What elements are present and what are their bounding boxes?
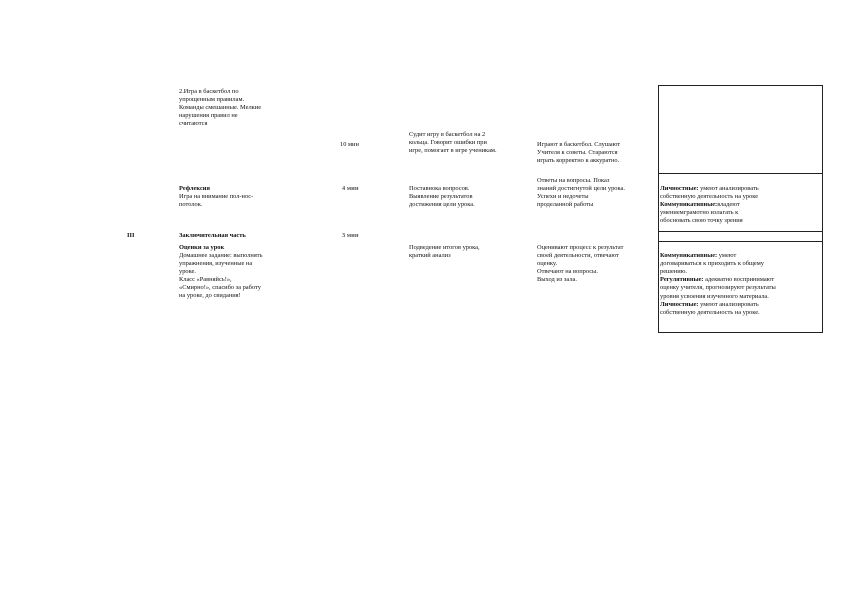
final-uud <box>660 244 822 317</box>
final-grades-title: Оценки за урок <box>179 244 225 251</box>
final-activity: Домашнее задание: выполнять упражнения, изученные на уроке. Класс «Равняйсь!», «Смирно!», спасибо за работу на уроке, до свидания! <box>179 252 263 300</box>
game-student-activity: Играют в баскетбол. Слушают Учителя к советы. Стараются играть корректно к аккуратно. <box>537 141 621 165</box>
reflection-activity: Игра на внимание пол-нос- потолок. <box>179 193 254 209</box>
stage-number: III <box>127 232 135 239</box>
uud-text: владеют умениемграмотно излагать к обосновать свою точку зрения <box>660 201 743 225</box>
uud-label: Коммуникативные: <box>660 201 718 209</box>
game-activity: 2.Игра в баскетбол по упрощенным правилам. Команды смешанные. Мелкие нарушения правил не считаются <box>179 88 262 128</box>
reflection-uud <box>660 177 822 226</box>
reflection-teacher-activity: Поставнока вопросов. Выявление результатов достижения цели урока. <box>409 185 475 209</box>
uud-label: Личностные: <box>660 185 699 193</box>
reflection-student-activity: Ответы на вопросы. Показ знаний достигнутой цели урока. Успехи и недочеты проделанной работы <box>537 177 625 209</box>
uud-cell-game <box>658 85 823 174</box>
final-time: 3 мин <box>342 232 359 239</box>
uud-label: Коммуникативные: <box>660 252 718 260</box>
final-student-activity: Оценивают процесс к результат своей деятельности, отвечают оценку. Отвечают на вопросы. Выход из зала. <box>537 244 624 284</box>
uud-text: умеют анализировать собственную деятельность на уроке <box>660 185 759 201</box>
final-teacher-activity: Подведение итогов урока, краткий анализ <box>409 244 480 260</box>
uud-text: умеют анализировать собственную деятельность на уроке. <box>660 300 760 316</box>
reflection-title: Рефлексия <box>179 185 210 192</box>
game-time: 10 мин <box>340 141 359 148</box>
uud-text: адекватно воспринимают оценку учителя, прогнозируют результаты уровня усвоения изученного материала. <box>660 276 776 300</box>
reflection-time: 4 мин <box>342 185 359 192</box>
uud-text: умеют договариваться к приходить к общему решению. <box>660 252 764 276</box>
uud-label: Регулятивные: <box>660 276 704 284</box>
game-teacher-activity: Судит игру в баскетбол на 2 кольца. Говорит ошибки при игре, помогает в игре ученикам. <box>409 131 497 155</box>
uud-label: Личностные: <box>660 300 699 308</box>
final-stage-title: Заключительная часть <box>179 232 246 239</box>
